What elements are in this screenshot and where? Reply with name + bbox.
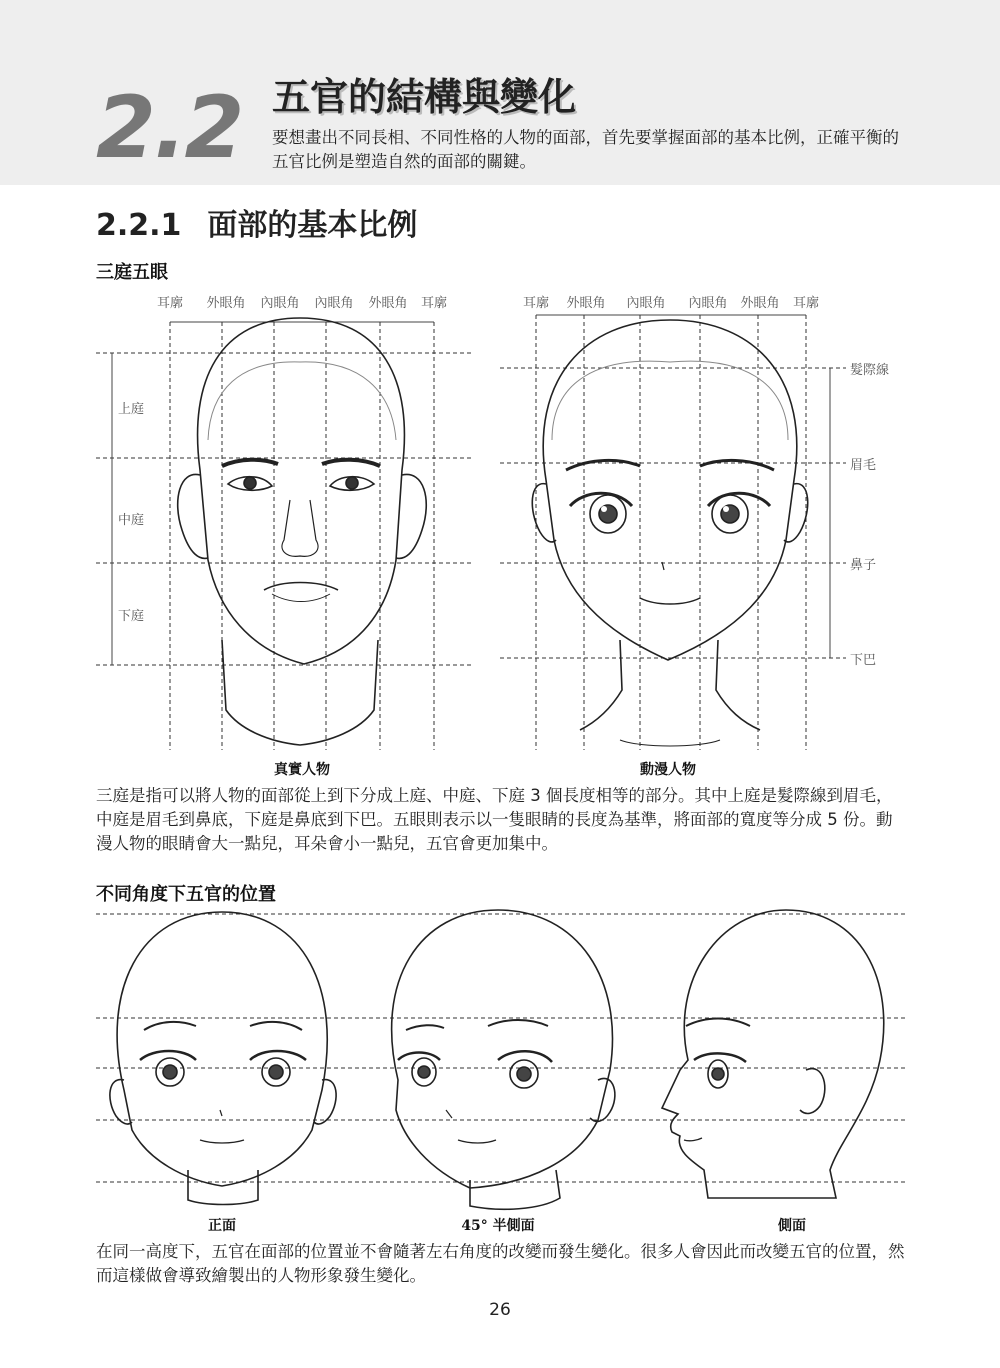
three-quarter-view-head xyxy=(392,910,615,1209)
three-quarter-caption: 45° 半側面 xyxy=(461,1218,535,1234)
real-top-label: 外眼角 xyxy=(206,296,246,311)
angles-illustration xyxy=(0,900,1000,1240)
real-caption: 真實人物 xyxy=(274,762,330,778)
anime-top-label: 內眼角 xyxy=(688,296,728,311)
real-side-label: 中庭 xyxy=(118,513,145,528)
section-title xyxy=(96,200,417,244)
anime-caption: 動漫人物 xyxy=(640,762,696,778)
anime-top-label: 內眼角 xyxy=(626,296,666,311)
page-number: 26 xyxy=(489,1300,511,1320)
figure2-paragraph: 在同一高度下，五官在面部的位置並不會隨著左右角度的改變而發生變化。很多人會因此而改變五官的位置，然而這樣做會導致繪製出的人物形象發生變化。 xyxy=(96,1242,905,1285)
figure2-heading: 不同角度下五官的位置 xyxy=(96,884,276,905)
real-top-label: 內眼角 xyxy=(260,296,300,311)
anime-top-label: 外眼角 xyxy=(566,296,606,311)
chapter-number: 2.2 xyxy=(96,78,243,178)
figure1-paragraph: 三庭是指可以將人物的面部從上到下分成上庭、中庭、下庭 3 個長度相等的部分。其中上庭是髮際線到眉毛，中庭是眉毛到鼻底，下庭是鼻底到下巴。五眼則表示以一隻眼睛的長度為基準，將面部的寬度等分成 5 份。動漫人物的眼睛會大一點兒，耳朵會小一點兒，五官會更加集中。 xyxy=(96,786,893,853)
real-person-diagram xyxy=(96,295,474,778)
anime-side-label: 下巴 xyxy=(850,653,877,668)
anime-side-label: 髮際線 xyxy=(850,363,890,378)
real-top-label: 耳廓 xyxy=(420,296,448,311)
front-view-caption: 正面 xyxy=(208,1218,236,1234)
chapter-title: 五官的結構與變化 xyxy=(272,75,577,119)
anime-top-label: 耳廓 xyxy=(792,296,820,311)
anime-top-label: 外眼角 xyxy=(740,296,780,311)
section-number: 2.2.1 xyxy=(96,208,182,243)
real-top-label: 外眼角 xyxy=(368,296,408,311)
section-name: 面部的基本比例 xyxy=(207,208,418,243)
real-side-label: 下庭 xyxy=(118,609,145,624)
front-view-head xyxy=(110,912,336,1205)
real-top-label: 內眼角 xyxy=(314,296,354,311)
real-side-label: 上庭 xyxy=(118,402,145,417)
anime-side-label: 眉毛 xyxy=(850,458,877,473)
figure1-heading: 三庭五眼 xyxy=(96,262,168,283)
anime-person-diagram xyxy=(500,295,889,778)
chapter-intro: 要想畫出不同長相、不同性格的人物的面部，首先要掌握面部的基本比例，正確平衡的五官比例是塑造自然的面部的關鍵。 xyxy=(272,128,899,171)
anime-top-label: 耳廓 xyxy=(522,296,550,311)
real-top-label: 耳廓 xyxy=(156,296,184,311)
proportions-illustration xyxy=(0,280,1000,780)
anime-side-label: 鼻子 xyxy=(850,558,877,573)
side-view-head xyxy=(662,910,884,1198)
side-view-caption: 側面 xyxy=(778,1218,806,1234)
